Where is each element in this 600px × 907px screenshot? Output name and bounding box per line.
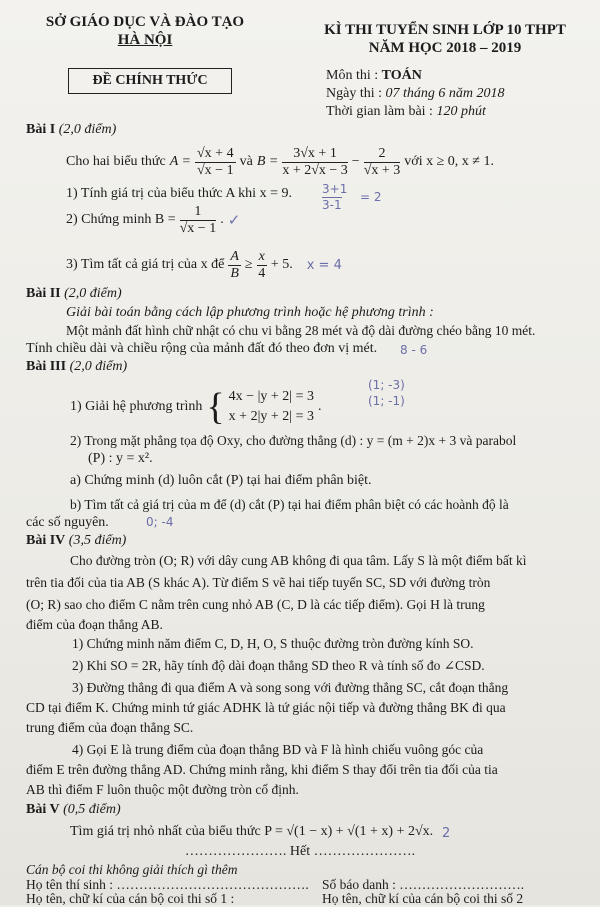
hw-note-1b: 3-1 — [322, 198, 342, 212]
hw-note-4: 8 - 6 — [400, 343, 428, 357]
bai3-q2-line1: 2) Trong mặt phẳng tọa độ Oxy, cho đường thẳng (d) : y = (m + 2)x + 3 và parabol — [70, 433, 517, 448]
bai5-heading — [26, 802, 121, 818]
bai4-title: Bài IV — [26, 533, 66, 548]
bai4-q1: 1) Chứng minh năm điểm C, D, H, O, S thuộc đường tròn đường kính SO. — [72, 636, 474, 651]
bai2-title: Bài II — [26, 286, 61, 301]
minus-sign: − — [351, 154, 360, 169]
q2-fraction: $\frac{1}{√x - 1}$ — [179, 204, 217, 236]
bai4-points: (3,5 điểm) — [68, 533, 127, 548]
bai3-heading — [26, 359, 127, 375]
proctor-note: Cán bộ coi thi không giải thích gì thêm — [26, 862, 238, 877]
system-brace: { — [206, 386, 225, 428]
subject-line — [326, 68, 422, 84]
bai4-q3-2: CD tại điểm K. Chứng minh tứ giác ADHK là tứ giác nội tiếp và đường thẳng BK đi qua — [26, 700, 506, 715]
bai2-heading — [26, 286, 122, 302]
bai3-qa: a) Chứng minh (d) luôn cắt (P) tại hai điểm phân biệt. — [70, 473, 372, 488]
bai3-qb-line1: b) Tìm tất cả giá trị của m để (d) cắt (P) tại hai điểm phân biệt có các hoành độ là — [70, 497, 509, 512]
hw-note-2: = 2 — [360, 190, 382, 204]
bai1-q3: 3) Tìm tất cả giá trị của x để $\frac{A}{B}$ ≥ $\frac{x}{4}$ + 5. x = 4 — [66, 249, 342, 281]
bai3-q1: 1) Giải hệ phương trình { 4x − |y + 2| = 3 x + 2|y + 2| = 3 . — [70, 386, 322, 428]
bai5-points: (0,5 điểm) — [63, 802, 121, 817]
A-eq: A = — [169, 154, 191, 169]
bai3-q2-line2: (P) : y = x². — [88, 451, 153, 466]
exam-title: KÌ THI TUYỂN SINH LỚP 10 THPT — [324, 22, 566, 38]
bai1-intro: Cho hai biểu thức — [66, 154, 166, 169]
q3-fraction-AB: $\frac{A}{B}$ — [230, 249, 239, 281]
candidate-number: Số báo danh : ………………………. — [322, 877, 525, 892]
bai1-q2: 2) Chứng minh B = $\frac{1}{√x - 1}$ . ✓ — [66, 204, 241, 236]
B1-fraction: $\frac{3√x + 1}{x + 2√x - 3}$ — [282, 146, 348, 178]
bai4-p3: (O; R) sao cho điểm C nằm trên cung nhỏ AB (C, D là các tiếp điểm). Gọi H là trung — [26, 597, 485, 612]
dept-line1: SỞ GIÁO DỤC VÀ ĐÀO TẠO — [45, 14, 245, 30]
bai1-expressions — [66, 144, 494, 180]
bai1-title: Bài I — [26, 122, 56, 137]
bai4-q4-2: điểm E trên đường thẳng AD. Chứng minh rằng, khi điểm S thay đổi trên tia đối của tia — [26, 762, 498, 777]
bai4-q4-3: AB thì điểm F luôn thuộc một đường tròn cố định. — [26, 782, 299, 797]
q3-fraction-x4: $\frac{x}{4}$ — [258, 249, 266, 281]
hw-note-5: (1; -3) — [368, 378, 405, 392]
hw-note-7: 0; -4 — [146, 515, 174, 529]
A-fraction: $\frac{√x + 4}{√x - 1}$ — [197, 146, 234, 178]
hw-note-8: 2 — [442, 826, 451, 841]
bai2-line2: Tính chiều dài và chiều rộng của mảnh đất đó theo đơn vị mét. — [26, 341, 378, 356]
date-label: Ngày thi : — [326, 86, 386, 101]
hw-note-3: x = 4 — [306, 257, 342, 273]
date-value: 07 tháng 6 năm 2018 — [385, 86, 505, 101]
duration-value: 120 phút — [436, 104, 486, 119]
duration-label: Thời gian làm bài : — [326, 104, 437, 119]
bai3-points: (2,0 điểm) — [69, 359, 128, 374]
bai2-line1: Một mảnh đất hình chữ nhật có chu vi bằng 28 mét và độ dài đường chéo bằng 10 mét. — [66, 323, 536, 338]
bai4-q2: 2) Khi SO = 2R, hãy tính độ dài đoạn thẳng SD theo R và tính số đo ∠CSD. — [72, 658, 485, 673]
and-word: và — [239, 154, 253, 169]
checkmark-icon: ✓ — [227, 211, 241, 229]
bai4-q4-1: 4) Gọi E là trung điểm của đoạn thẳng BD và F là hình chiếu vuông góc của — [72, 742, 484, 757]
date-line — [326, 86, 505, 102]
bai4-q3-3: trung điểm của đoạn thẳng SC. — [26, 720, 194, 735]
proctor1-signature: Họ tên, chữ kí của cán bộ coi thi số 1 : — [26, 891, 235, 906]
bai4-p4: điểm của đoạn thẳng AB. — [26, 617, 163, 632]
bai3-qb-line2: các số nguyên. — [26, 515, 109, 530]
bai2-points: (2,0 điểm) — [64, 286, 122, 301]
subject-label: Môn thi : — [326, 68, 382, 83]
B-eq: B = — [256, 154, 279, 169]
duration-line — [326, 104, 486, 120]
proctor2-signature: Họ tên, chữ kí của cán bộ coi thi số 2 — [322, 891, 524, 906]
bai1-heading — [26, 122, 116, 138]
bai5-title: Bài V — [26, 802, 60, 817]
end-marker: …………………. Hết …………………. — [184, 844, 416, 859]
bai4-p1: Cho đường tròn (O; R) với dây cung AB không đi qua tâm. Lấy S là một điểm bất kì — [70, 553, 527, 568]
condition: với x ≥ 0, x ≠ 1. — [404, 154, 494, 169]
candidate-name: Họ tên thí sinh : ……………………………………. — [26, 877, 309, 892]
dept-line2: HÀ NỘI — [117, 32, 173, 48]
bai1-points: (2,0 điểm) — [58, 122, 117, 137]
bai1-q1: 1) Tính giá trị của biểu thức A khi x = 9. — [66, 186, 292, 201]
subject-value: TOÁN — [381, 68, 422, 83]
bai4-heading — [26, 533, 126, 549]
hw-note-1: 3+1 — [322, 182, 348, 196]
official-box: ĐỀ CHÍNH THỨC — [68, 68, 232, 94]
hw-note-6: (1; -1) — [368, 394, 405, 408]
bai4-p2: trên tia đối của tia AB (S khác A). Từ điểm S vẽ hai tiếp tuyến SC, SD với đường tròn — [26, 575, 491, 590]
equation-system: 4x − |y + 2| = 3 x + 2|y + 2| = 3 — [228, 389, 314, 424]
bai3-title: Bài III — [26, 359, 67, 374]
school-year: NĂM HỌC 2018 – 2019 — [368, 40, 522, 56]
bai5-text: Tìm giá trị nhỏ nhất của biểu thức P = √(1 − x) + √(1 + x) + 2√x. — [70, 824, 434, 839]
bai2-instruction: Giải bài toán bằng cách lập phương trình hoặc hệ phương trình : — [66, 305, 434, 320]
bai4-q3-1: 3) Đường thẳng đi qua điểm A và song song với đường thẳng SC, cắt đoạn thẳng — [72, 680, 509, 695]
B2-fraction: $\frac{2}{√x + 3}$ — [363, 146, 401, 178]
